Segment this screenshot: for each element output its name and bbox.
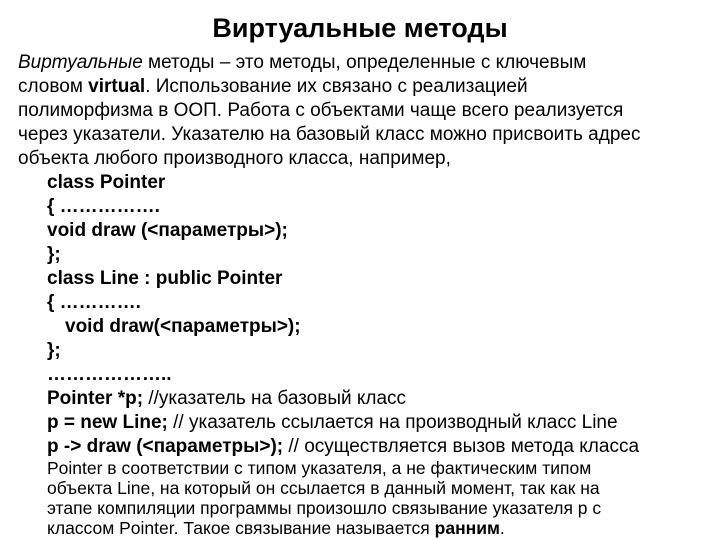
code-line-8: };	[47, 340, 61, 361]
slide-title: Виртуальные методы	[212, 13, 508, 43]
outro-line-4	[47, 518, 505, 538]
code-line-9: ………………..	[47, 364, 172, 385]
outro-text: .	[499, 518, 505, 538]
code-line-12	[47, 436, 639, 458]
code-line-6: { ………….	[47, 292, 141, 313]
code-comment: //указатель на базовый класс	[143, 388, 407, 409]
intro-line-5: объекта любого производного класса, например,	[18, 148, 451, 169]
intro-line-1	[18, 52, 586, 74]
intro-line-2	[18, 76, 528, 98]
code-line-5: class Line : public Pointer	[47, 268, 283, 289]
code-line-1: class Pointer	[47, 172, 166, 193]
outro-line-2: объекта Line, на который он ссылается в данный момент, так как на	[47, 478, 600, 498]
code-statement: p -> draw (<параметры>);	[47, 436, 284, 457]
code-line-2: { …………….	[47, 196, 160, 217]
code-statement: p = new Line;	[47, 412, 168, 433]
code-line-3: void draw (<параметры>);	[47, 220, 288, 241]
code-line-7: void draw(<параметры>);	[65, 316, 301, 337]
intro-text: . Использование их связано с реализацией	[145, 76, 528, 97]
intro-text: словом	[18, 76, 89, 97]
outro-line-3: этапе компиляции программы произошло связывание указателя p с	[47, 498, 602, 518]
code-line-10	[47, 388, 406, 410]
code-line-11	[47, 412, 618, 434]
outro-line-1: Pointer в соответствии с типом указателя, а не фактическим типом	[47, 458, 592, 478]
italic-term: Виртуальные	[18, 52, 143, 73]
code-comment: // осуществляется вызов метода класса	[283, 436, 640, 457]
keyword-early: ранним	[434, 518, 500, 538]
intro-text: методы – это методы, определенные с ключевым	[142, 52, 587, 73]
intro-line-3: полиморфизма в ООП. Работа с объектами чаще всего реализуется	[18, 100, 624, 121]
outro-text: классом Pointer. Такое связывание называется	[47, 518, 435, 538]
code-comment: // указатель ссылается на производный класс Line	[167, 412, 618, 433]
intro-line-4: через указатели. Указателю на базовый класс можно присвоить адрес	[18, 124, 641, 145]
code-line-4: };	[47, 244, 61, 265]
code-statement: Pointer *p;	[47, 388, 144, 409]
keyword-virtual: virtual	[88, 76, 146, 97]
